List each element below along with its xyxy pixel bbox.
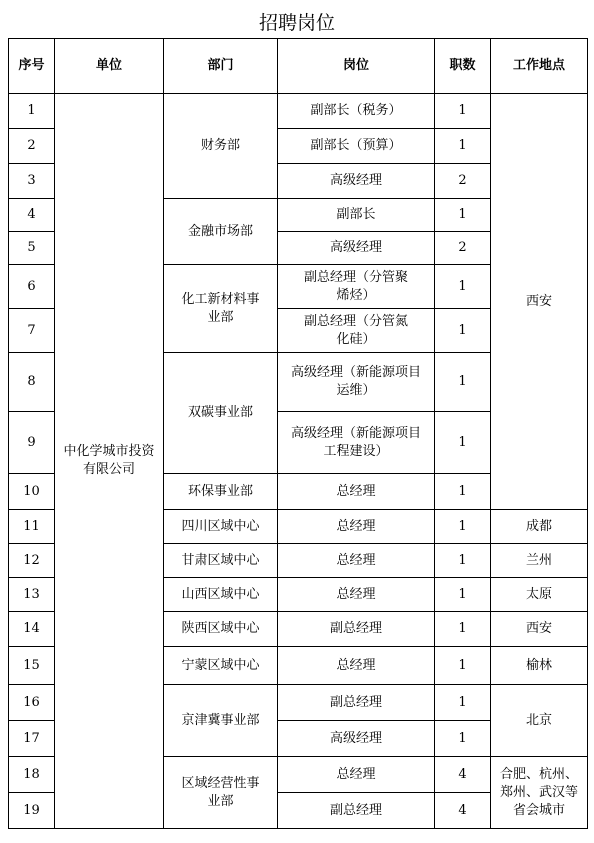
post-cell: 高级经理（新能源项目运维） (278, 353, 435, 412)
count-cell: 1 (435, 309, 491, 353)
header-unit: 单位 (55, 39, 164, 94)
row-no: 7 (9, 309, 55, 353)
count-cell: 1 (435, 721, 491, 757)
row-no: 8 (9, 353, 55, 412)
count-cell: 1 (435, 199, 491, 232)
row-no: 19 (9, 793, 55, 829)
department-cell: 山西区域中心 (164, 578, 278, 612)
post-cell: 总经理 (278, 578, 435, 612)
row-no: 9 (9, 412, 55, 474)
count-cell: 4 (435, 793, 491, 829)
row-no: 13 (9, 578, 55, 612)
row-no: 4 (9, 199, 55, 232)
header-count: 职数 (435, 39, 491, 94)
count-cell: 1 (435, 353, 491, 412)
row-no: 6 (9, 265, 55, 309)
location-cell: 西安 (491, 94, 588, 510)
location-cell: 北京 (491, 685, 588, 757)
row-no: 3 (9, 164, 55, 199)
count-cell: 1 (435, 544, 491, 578)
department-cell: 财务部 (164, 94, 278, 199)
department-cell: 甘肃区域中心 (164, 544, 278, 578)
count-cell: 2 (435, 232, 491, 265)
table-row (9, 94, 588, 129)
location-cell: 兰州 (491, 544, 588, 578)
header-department: 部门 (164, 39, 278, 94)
post-cell: 高级经理 (278, 232, 435, 265)
row-no: 18 (9, 757, 55, 793)
post-cell: 副总经理 (278, 793, 435, 829)
header-no: 序号 (9, 39, 55, 94)
count-cell: 1 (435, 510, 491, 544)
row-no: 15 (9, 647, 55, 685)
location-cell: 榆林 (491, 647, 588, 685)
count-cell: 2 (435, 164, 491, 199)
count-cell: 1 (435, 94, 491, 129)
location-cell: 太原 (491, 578, 588, 612)
row-no: 2 (9, 129, 55, 164)
count-cell: 1 (435, 647, 491, 685)
count-cell: 1 (435, 578, 491, 612)
location-cell: 合肥、杭州、郑州、武汉等省会城市 (491, 757, 588, 829)
post-cell: 总经理 (278, 544, 435, 578)
post-cell: 副部长 (278, 199, 435, 232)
header-location: 工作地点 (491, 39, 588, 94)
count-cell: 1 (435, 474, 491, 510)
post-cell: 副总经理 (278, 685, 435, 721)
post-cell: 副部长（预算） (278, 129, 435, 164)
post-cell: 副总经理（分管氮化硅） (278, 309, 435, 353)
department-cell: 四川区域中心 (164, 510, 278, 544)
unit-cell: 中化学城市投资有限公司 (55, 94, 164, 829)
department-cell: 京津冀事业部 (164, 685, 278, 757)
row-no: 14 (9, 612, 55, 647)
location-cell: 成都 (491, 510, 588, 544)
post-cell: 总经理 (278, 510, 435, 544)
post-cell: 总经理 (278, 647, 435, 685)
count-cell: 1 (435, 685, 491, 721)
count-cell: 1 (435, 265, 491, 309)
row-no: 11 (9, 510, 55, 544)
count-cell: 4 (435, 757, 491, 793)
count-cell: 1 (435, 129, 491, 164)
location-cell: 西安 (491, 612, 588, 647)
department-cell: 区域经营性事业部 (164, 757, 278, 829)
row-no: 12 (9, 544, 55, 578)
row-no: 10 (9, 474, 55, 510)
post-cell: 总经理 (278, 757, 435, 793)
post-cell: 副总经理 (278, 612, 435, 647)
header-post: 岗位 (278, 39, 435, 94)
post-cell: 高级经理（新能源项目工程建设） (278, 412, 435, 474)
department-cell: 环保事业部 (164, 474, 278, 510)
row-no: 5 (9, 232, 55, 265)
recruitment-table (8, 38, 588, 829)
department-cell: 化工新材料事业部 (164, 265, 278, 353)
post-cell: 高级经理 (278, 164, 435, 199)
row-no: 17 (9, 721, 55, 757)
department-cell: 宁蒙区域中心 (164, 647, 278, 685)
row-no: 16 (9, 685, 55, 721)
count-cell: 1 (435, 612, 491, 647)
page-title: 招聘岗位 (258, 12, 335, 34)
post-cell: 副总经理（分管聚烯烃） (278, 265, 435, 309)
department-cell: 金融市场部 (164, 199, 278, 265)
department-cell: 双碳事业部 (164, 353, 278, 474)
department-cell: 陕西区域中心 (164, 612, 278, 647)
row-no: 1 (9, 94, 55, 129)
count-cell: 1 (435, 412, 491, 474)
post-cell: 总经理 (278, 474, 435, 510)
post-cell: 副部长（税务） (278, 94, 435, 129)
table-header-row (9, 39, 588, 94)
post-cell: 高级经理 (278, 721, 435, 757)
